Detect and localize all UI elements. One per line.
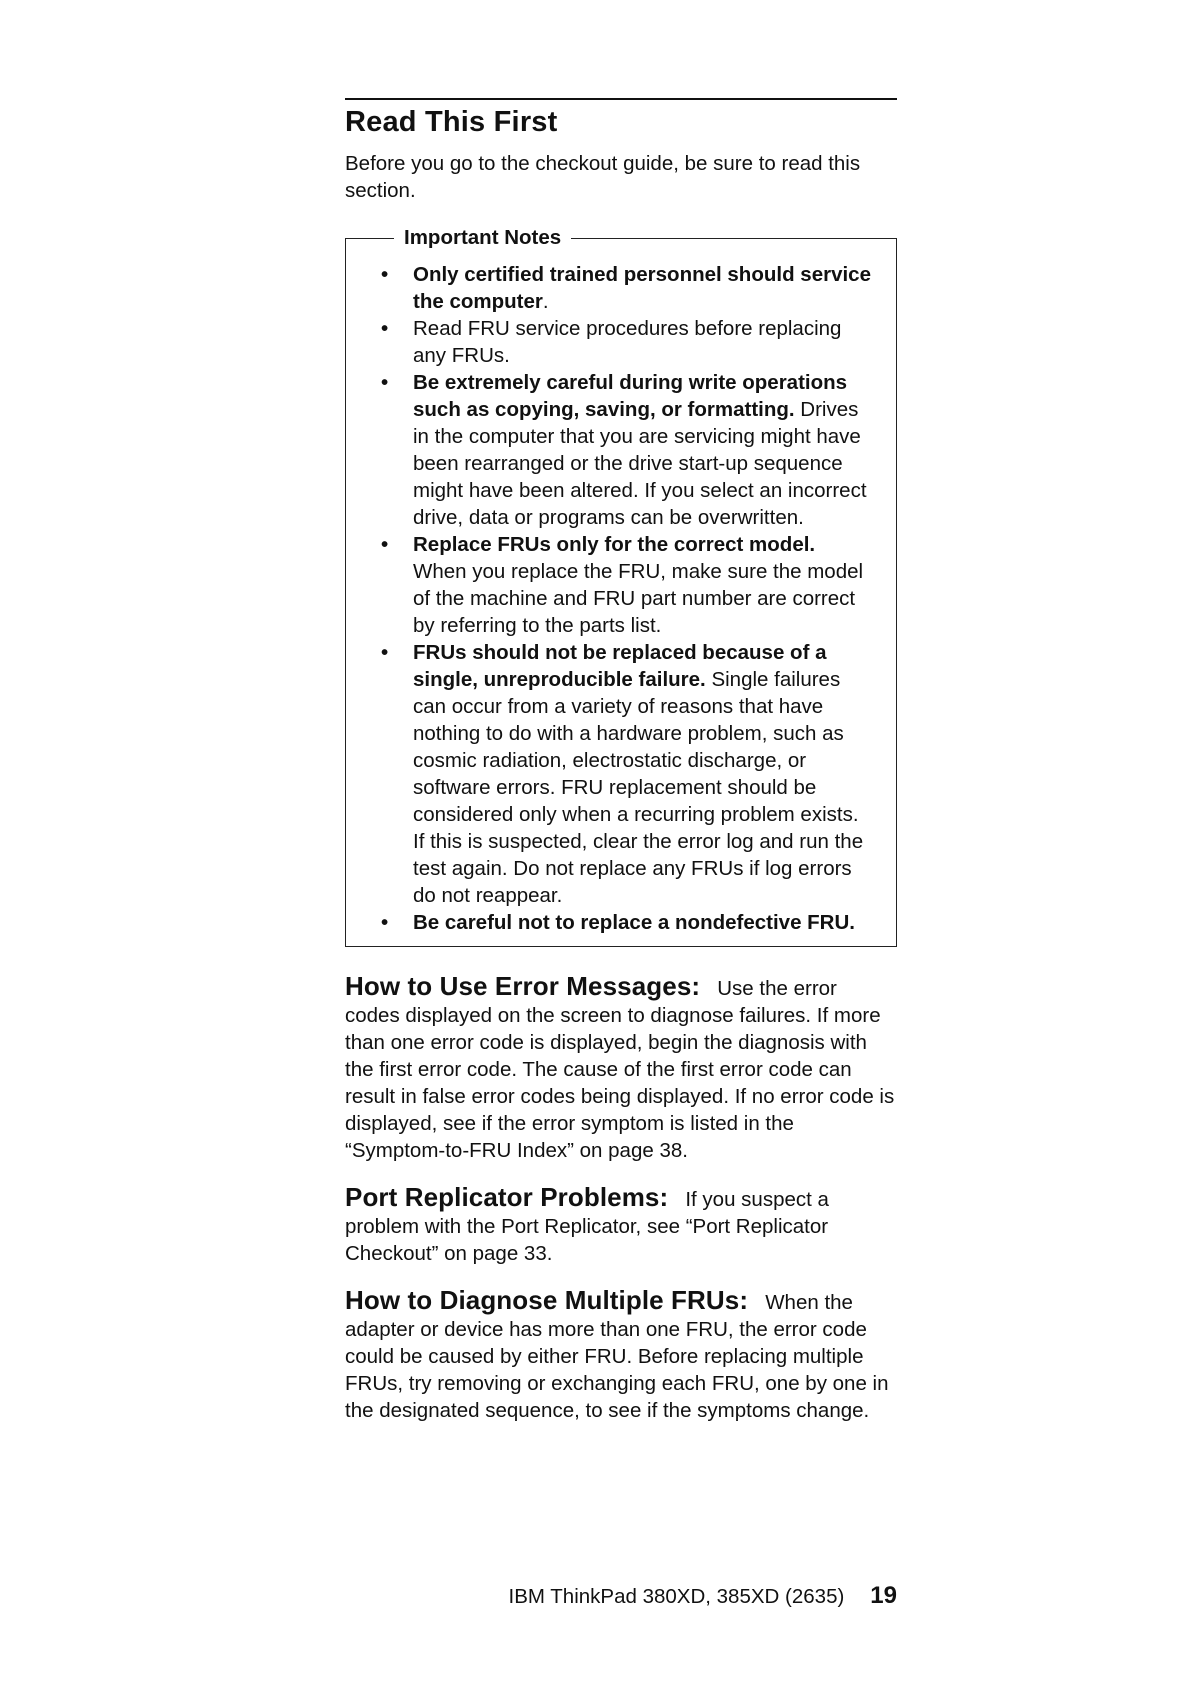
- important-notes-box: [345, 226, 897, 947]
- note-item: • Be careful not to replace a nondefective FRU.: [381, 911, 855, 934]
- page-footer: [495, 1582, 897, 1611]
- footer-title: IBM ThinkPad 380XD, 385XD (2635): [508, 1585, 845, 1608]
- bullet-icon: •: [381, 371, 389, 394]
- notes-list: [370, 261, 872, 936]
- note-item: • Be extremely careful during write operations such as copying, saving, or formatting. Drives in the computer that you are servicing might have been rearranged or the drive start-up sequence might have been altered. If you select an incorrect drive, data or programs can be overwritten.: [381, 371, 867, 529]
- intro-paragraph: Before you go to the checkout guide, be sure to read this section.: [345, 152, 861, 202]
- port-replicator-heading: Port Replicator Problems:: [345, 1182, 669, 1212]
- page-title: Read This First: [345, 106, 558, 138]
- bullet-icon: •: [381, 911, 389, 934]
- note-item: • FRUs should not be replaced because of a single, unreproducible failure. Single failures can occur from a variety of reasons that have nothing to do with a hardware problem, such as cosmic radiation, electrostatic discharge, or software errors. FRU replacement should be considered only when a recurring problem exists. If this is suspected, clear the error log and run the test again. Do not replace any FRUs if log errors do not reappear.: [381, 641, 864, 907]
- bullet-icon: •: [381, 533, 389, 556]
- port-replicator-section: [345, 1184, 897, 1267]
- top-rule: [345, 98, 897, 100]
- page-content: [345, 98, 897, 1424]
- note-item: • Only certified trained personnel should service the computer.: [381, 263, 871, 313]
- multiple-frus-heading: How to Diagnose Multiple FRUs:: [345, 1285, 749, 1315]
- bullet-icon: •: [381, 263, 389, 286]
- port-replicator-text: If you suspect a problem with the Port Replicator, see “Port Replicator Checkout” on page 33.: [345, 1188, 829, 1265]
- note-item: • Read FRU service procedures before replacing any FRUs.: [381, 317, 842, 367]
- error-messages-text: Use the error codes displayed on the screen to diagnose failures. If more than one error code is displayed, begin the diagnosis with the first error code. The cause of the first error code can result in false error codes being displayed. If no error code is displayed, see if the error symptom is listed in the “Symptom-to-FRU Index” on page 38.: [345, 977, 895, 1162]
- multiple-frus-text: When the adapter or device has more than one FRU, the error code could be caused by either FRU. Before replacing multiple FRUs, try removing or exchanging each FRU, one by one in the designated sequence, to see if the symptoms change.: [345, 1291, 889, 1422]
- note-item: • Replace FRUs only for the correct model. When you replace the FRU, make sure the model of the machine and FRU part number are correct by referring to the parts list.: [381, 533, 864, 637]
- error-messages-heading: How to Use Error Messages:: [345, 971, 701, 1001]
- error-messages-section: [345, 973, 897, 1164]
- bullet-icon: •: [381, 641, 389, 664]
- bullet-icon: •: [381, 317, 389, 340]
- multiple-frus-section: [345, 1287, 897, 1424]
- important-notes-title: Important Notes: [394, 224, 571, 252]
- page-number: 19: [870, 1582, 897, 1609]
